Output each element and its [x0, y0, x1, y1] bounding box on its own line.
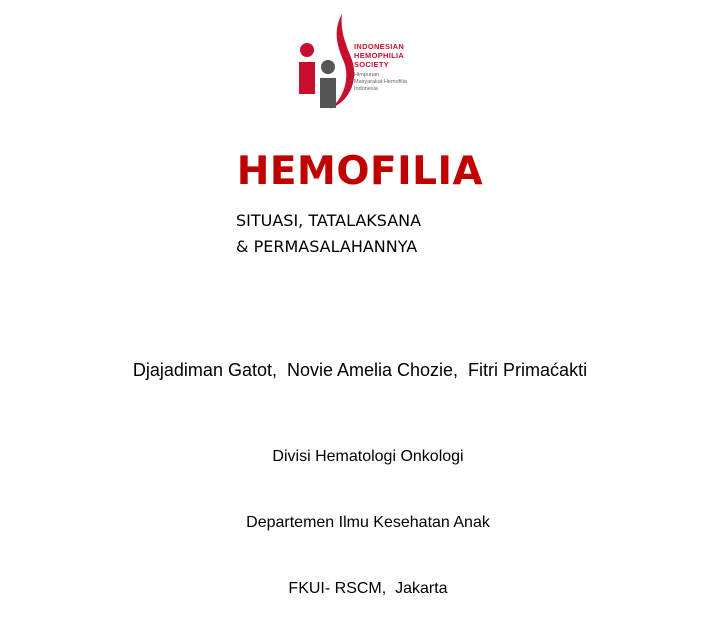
subtitle-line2: & PERMASALAHANNYA [236, 237, 418, 256]
logo-sub-line1: Himpunan [354, 72, 380, 78]
affiliation [0, 402, 720, 622]
society-logo-icon [282, 12, 362, 112]
affiliation-line3: FKUI- RSCM, Jakarta [288, 580, 448, 597]
logo-org-line2: HEMOPHILIA [354, 51, 405, 60]
logo-sub-line2: Masyarakat Hemofilia [354, 79, 407, 85]
subtitle-line1: SITUASI, TATALAKSANA [236, 211, 422, 230]
logo-org-line1: INDONESIAN [354, 42, 405, 51]
logo-sub-line3: Indonesia [354, 86, 378, 92]
affiliation-line2: Departemen Ilmu Kesehatan Anak [246, 514, 490, 531]
logo-org-line3: SOCIETY [354, 60, 390, 69]
slide-title: HEMOFILIA [236, 149, 484, 194]
affiliation-line1: Divisi Hematologi Onkologi [272, 448, 464, 465]
authors: Djajadiman Gatot, Novie Amelia Chozie, Fitri Primaćakti [132, 360, 588, 380]
slide-subtitle [236, 208, 421, 260]
society-logo [282, 12, 462, 112]
